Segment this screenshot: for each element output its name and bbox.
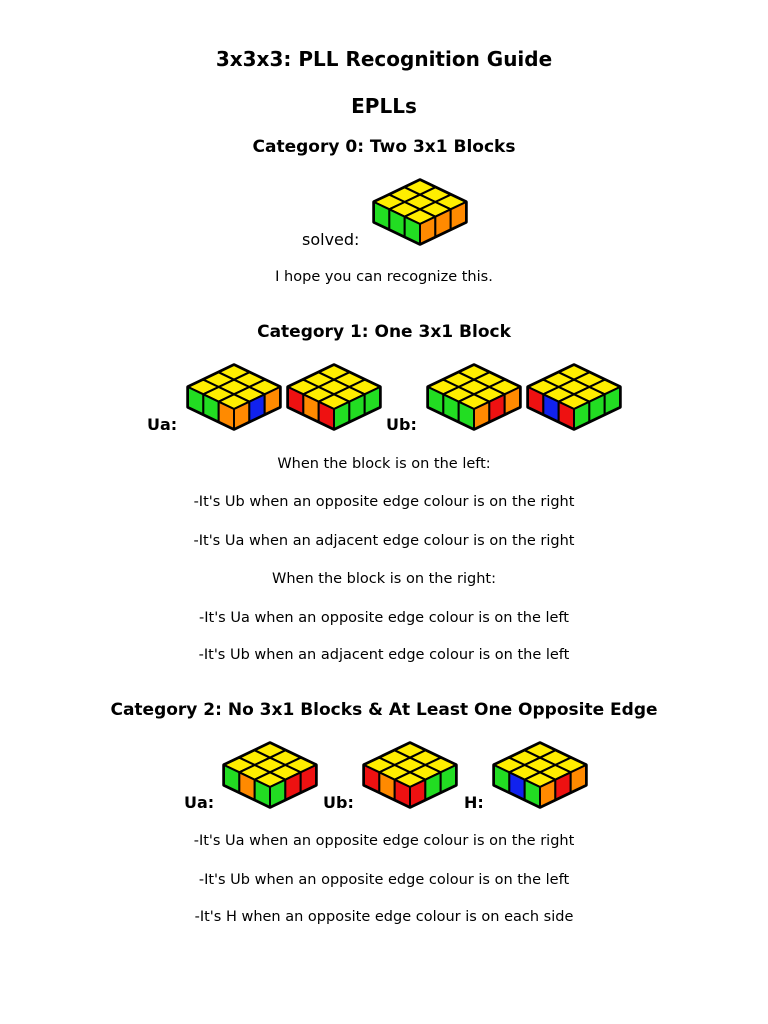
category-1-line: When the block is on the right: <box>272 571 496 587</box>
cube-c2-ua-icon <box>220 739 320 811</box>
category-1-line: When the block is on the left: <box>277 456 491 472</box>
category-1-heading: Category 1: One 3x1 Block <box>257 322 511 342</box>
category-1-ua-label: Ua: <box>147 415 178 434</box>
cube-ub-1-icon <box>424 361 524 433</box>
cube-c2-ub-icon <box>360 739 460 811</box>
cube-ub-2-icon <box>524 361 624 433</box>
category-2-line: -It's Ua when an opposite edge colour is on the right <box>193 833 575 849</box>
category-1-line: -It's Ub when an opposite edge colour is on the right <box>193 494 575 510</box>
cube-solved-icon <box>370 176 470 248</box>
category-2-line: -It's Ub when an opposite edge colour is on the left <box>198 872 570 888</box>
page-title: 3x3x3: PLL Recognition Guide <box>215 47 553 71</box>
category-2-heading: Category 2: No 3x1 Blocks & At Least One Opposite Edge <box>110 700 658 720</box>
category-2-h-label: H: <box>464 793 484 812</box>
cube-c2-h-icon <box>490 739 590 811</box>
category-0-heading: Category 0: Two 3x1 Blocks <box>252 137 516 157</box>
cube-ua-2-icon <box>284 361 384 433</box>
section-title-eplls: EPLLs <box>351 94 417 118</box>
category-2-ub-label: Ub: <box>323 793 354 812</box>
category-1-line: -It's Ub when an adjacent edge colour is on the left <box>198 647 570 663</box>
category-1-ub-label: Ub: <box>386 415 417 434</box>
category-2-line: -It's H when an opposite edge colour is on each side <box>194 909 574 925</box>
category-1-line: -It's Ua when an opposite edge colour is on the left <box>199 610 569 626</box>
category-0-note: I hope you can recognize this. <box>275 269 493 285</box>
cube-ua-1-icon <box>184 361 284 433</box>
category-1-line: -It's Ua when an adjacent edge colour is on the right <box>193 533 575 549</box>
solved-label: solved: <box>302 230 360 249</box>
category-2-ua-label: Ua: <box>184 793 215 812</box>
